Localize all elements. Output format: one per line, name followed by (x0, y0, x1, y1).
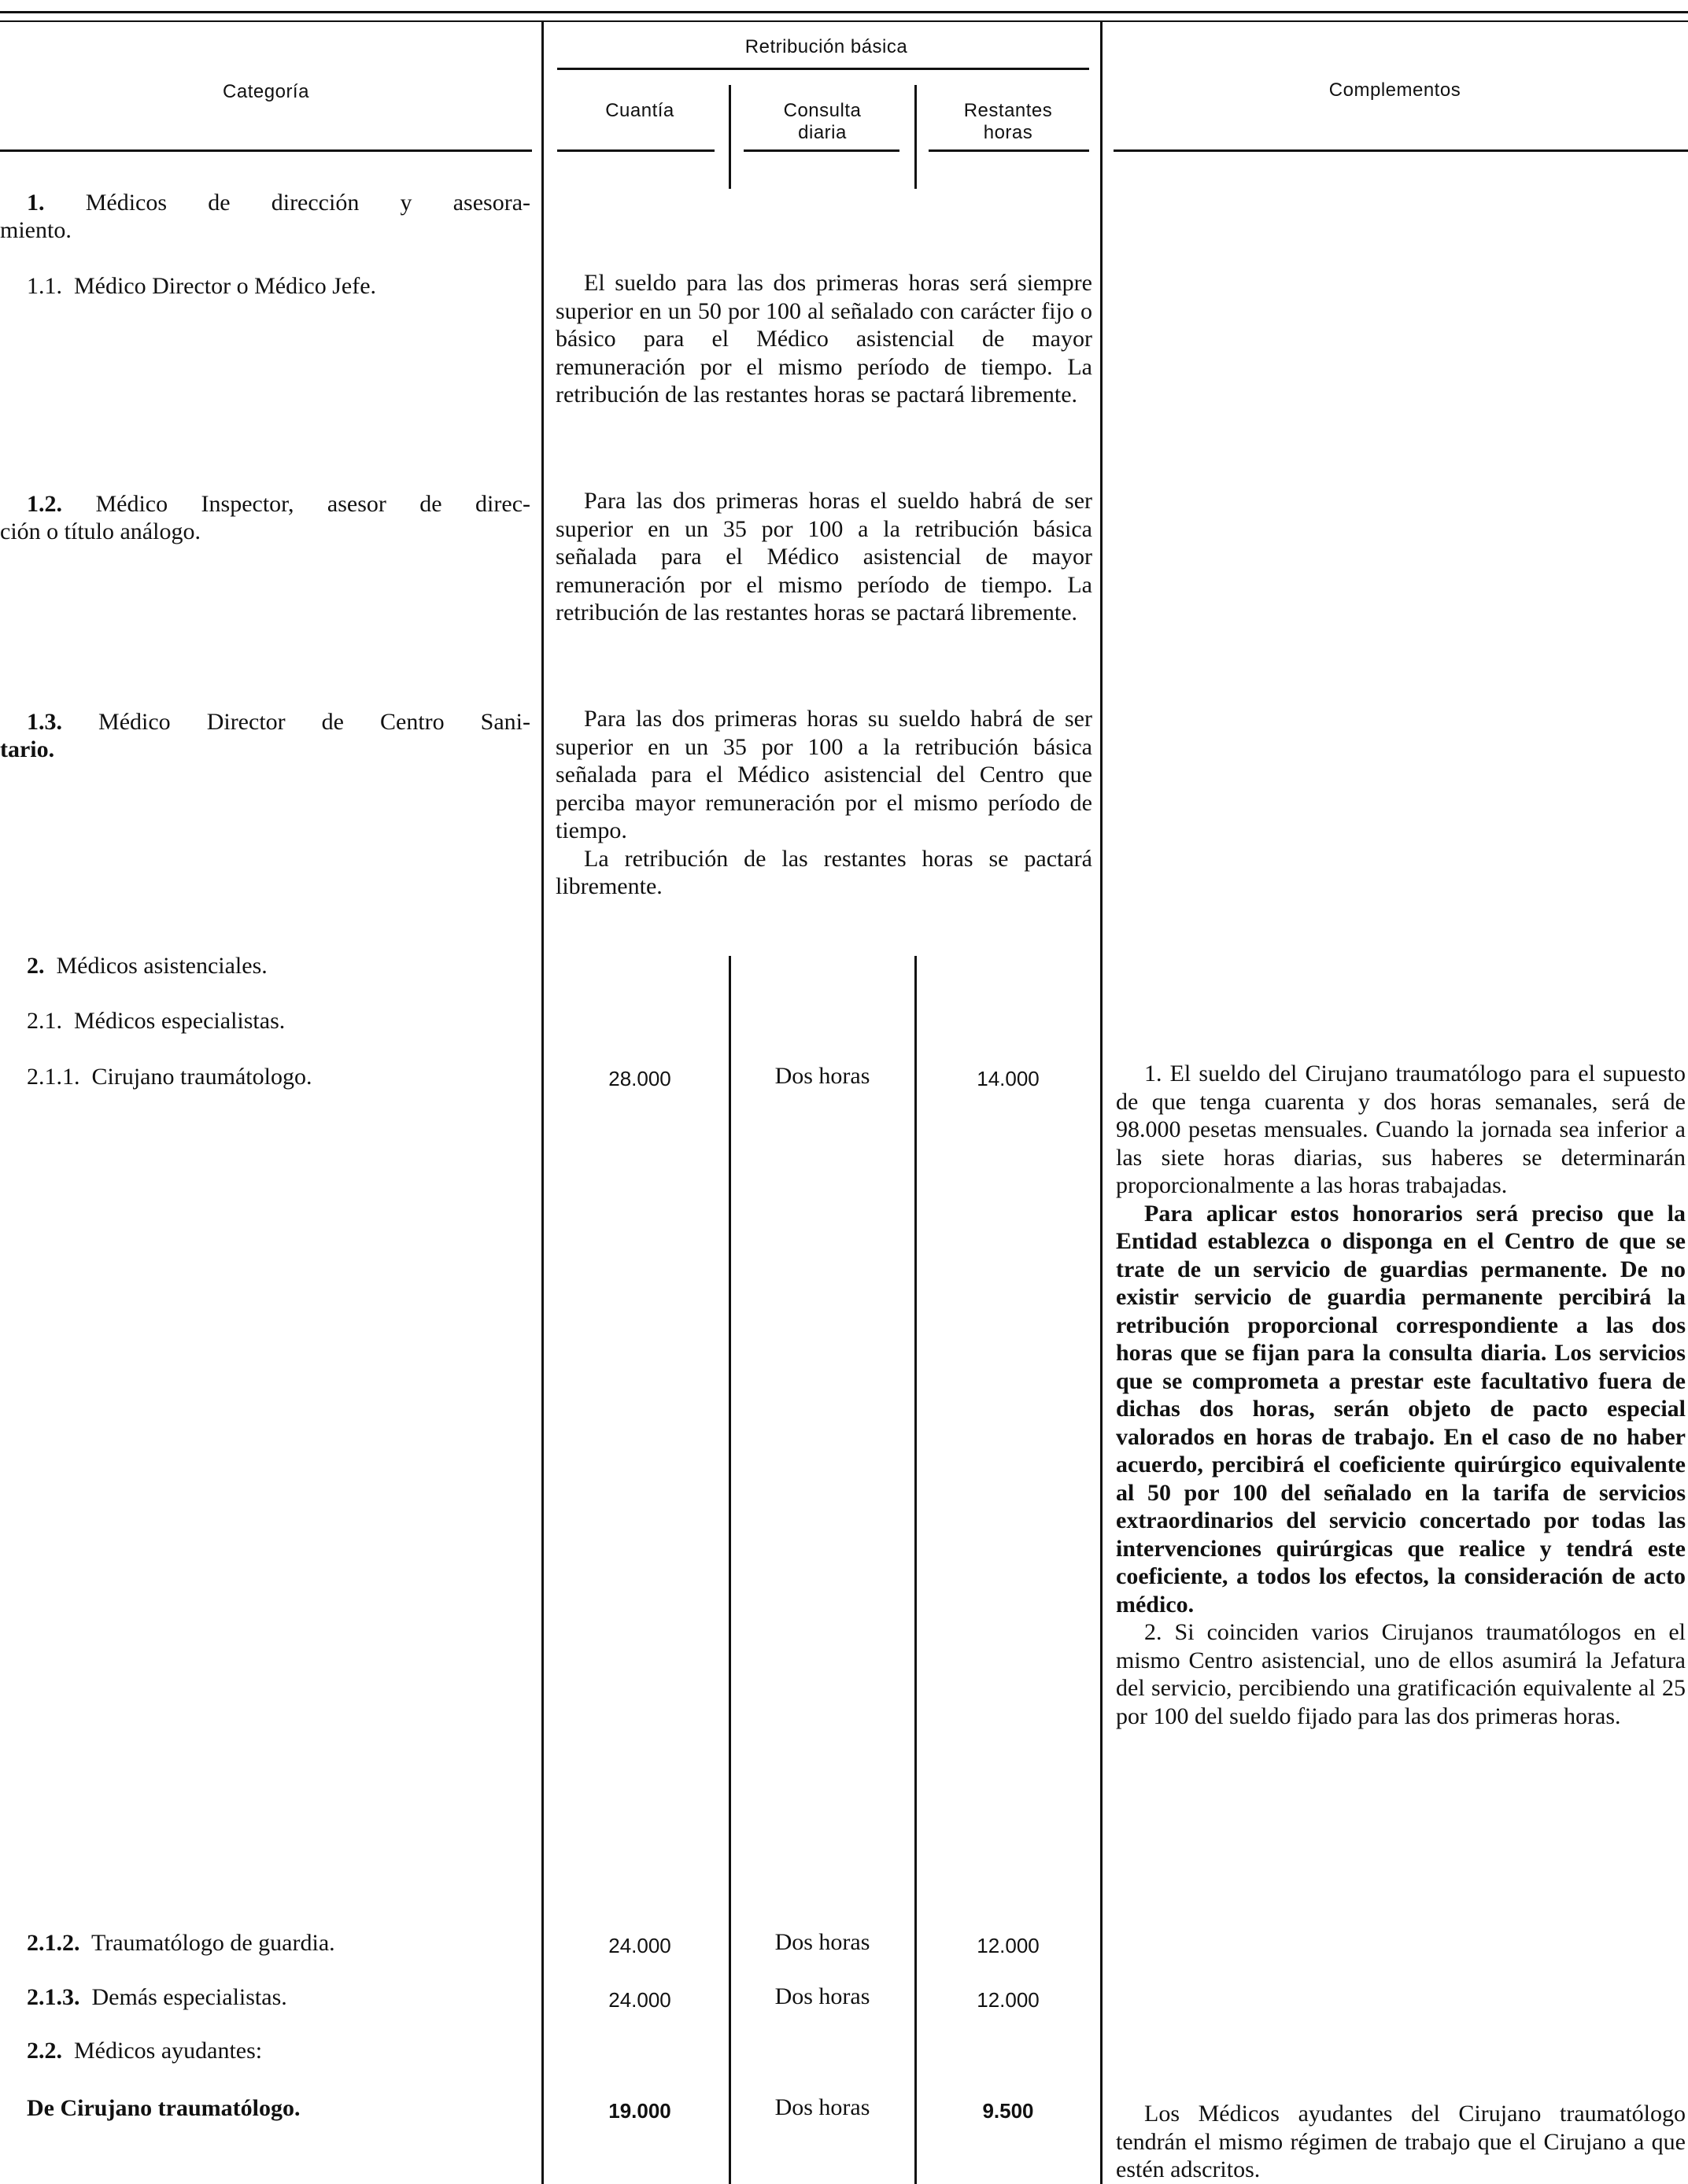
col-separator-right (1100, 22, 1103, 2184)
category-2-text: Médicos asistenciales. (56, 953, 268, 979)
header-complementos: Complementos (1328, 79, 1461, 101)
retribucion-1-3-p1: Para las dos primeras horas su sueldo habrá de ser superior en un 35 por 100 a la retribución básica señalada para el Médico asistencial del Centro que perciba mayor remuneración por el mismo período de tiempo. (556, 706, 1092, 843)
category-2 (27, 952, 268, 979)
category-2-2 (27, 2037, 262, 2064)
category-2-2-num: 2.2. (27, 2038, 62, 2064)
cuantia-2-1-1: 28.000 (608, 1067, 671, 1090)
category-2-1-3-text: Demás especialistas. (91, 1984, 287, 2010)
header-rule-retribucion (557, 68, 1089, 70)
category-ayudante-cirujano: De Cirujano traumatólogo. (27, 2095, 301, 2121)
category-1-num: 1. (27, 190, 45, 216)
header-restantes-horas-1: Restantes (963, 100, 1053, 121)
category-2-1-1-num: 2.1.1. (27, 1064, 80, 1090)
retribucion-1-1: El sueldo para las dos primeras horas será siempre superior en un 50 por 100 al señalado con carácter fijo o básico para el Médico asistencial de mayor remuneración por el mismo período de tiempo. La retribución de las restantes horas se pactará libremente. (556, 270, 1092, 408)
category-1-3-text: Médico Director de Centro Sani- (98, 709, 530, 735)
consulta-ayudante: Dos horas (774, 2094, 870, 2120)
restantes-ayudante: 9.500 (982, 2099, 1034, 2123)
category-1-text: Médicos de dirección y asesora- (85, 190, 531, 216)
header-consulta-diaria-1: Consulta (783, 100, 862, 121)
complementos-2-1-1-p1: 1. El sueldo del Cirujano traumatólogo para el supuesto de que tenga cuarenta y dos horas semanales, será de 98.000 pesetas mensuales. Cuando la jornada sea inferior a las siete horas diarias, sus haberes se determinarán proporcionalmente a las horas trabajadas. (1116, 1061, 1686, 1198)
cuantia-ayudante: 19.000 (608, 2099, 671, 2123)
category-1-1 (27, 272, 376, 300)
retribucion-1-2: Para las dos primeras horas el sueldo habrá de ser superior en un 35 por 100 a la retribución básica señalada para el Médico asistencial de mayor remuneración por el mismo período de tiempo. La retribución de las restantes horas se pactará libremente. (556, 488, 1092, 625)
category-2-1-1 (27, 1063, 312, 1090)
header-rule-categoria (0, 149, 532, 152)
category-1-2-text: Médico Inspector, asesor de direc- (95, 491, 531, 517)
category-2-1-3 (27, 1983, 287, 2011)
complementos-2-1-1-p3: 2. Si coinciden varios Cirujanos traumatólogos en el mismo Centro asistencial, uno de ellos asumirá la Jefatura del servicio, percibiendo una gratificación equivalente al 25 por 100 del sueldo fijado para las dos primeras horas. (1116, 1619, 1686, 1729)
header-retribucion-basica: Retribución básica (744, 36, 908, 57)
category-1-2-num: 1.2. (27, 491, 62, 517)
restantes-2-1-1: 14.000 (977, 1067, 1040, 1090)
category-2-2-text: Médicos ayudantes: (74, 2038, 263, 2064)
complementos-2-1-1 (1116, 1060, 1686, 1730)
category-1-1-num: 1.1. (27, 273, 62, 299)
retribucion-1-3-p2: La retribución de las restantes horas se pactará libremente. (556, 845, 1092, 899)
category-2-1-text: Médicos especialistas. (74, 1008, 286, 1034)
category-1-3-cont: tario. (0, 736, 55, 762)
category-1-cont: miento. (0, 217, 72, 243)
header-restantes-horas-2: horas (983, 122, 1033, 143)
header-rule-complementos (1114, 149, 1688, 152)
top-rule-2 (0, 20, 1688, 22)
category-2-1-2 (27, 1929, 335, 1957)
restantes-2-1-2: 12.000 (977, 1934, 1040, 1957)
cuantia-2-1-3: 24.000 (608, 1988, 671, 2012)
category-2-1-num: 2.1. (27, 1008, 62, 1034)
cuantia-2-1-2: 24.000 (608, 1934, 671, 1957)
category-1-2-cont: ción o título análogo. (0, 518, 201, 544)
category-2-1-3-num: 2.1.3. (27, 1984, 80, 2010)
category-1-1-text: Médico Director o Médico Jefe. (74, 273, 377, 299)
consulta-2-1-3: Dos horas (774, 1983, 870, 2009)
top-rule-1 (0, 11, 1688, 13)
category-2-1 (27, 1007, 285, 1035)
complementos-ayudante: Los Médicos ayudantes del Cirujano traumatólogo tendrán el mismo régimen de trabajo que el Cirujano a que estén adscritos. (1116, 2101, 1686, 2182)
header-rule-restantes (929, 149, 1089, 152)
category-1-3-num: 1.3. (27, 709, 62, 735)
category-1 (27, 189, 530, 216)
header-rule-cuantia (557, 149, 715, 152)
category-2-num: 2. (27, 953, 45, 979)
header-cuantia: Cuantía (605, 100, 674, 121)
header-consulta-diaria-2: diaria (798, 122, 847, 143)
category-2-1-2-text: Traumatólogo de guardia. (90, 1930, 335, 1956)
col-separator-left (541, 22, 544, 2184)
header-rule-consulta (744, 149, 899, 152)
restantes-2-1-3: 12.000 (977, 1988, 1040, 2012)
complementos-2-1-1-p2: Para aplicar estos honorarios será preciso que la Entidad establezca o disponga en el Centro de que se trate de un servicio de guardias permanente. De no existir servicio de guardia permanente percibirá la retribución proporcional correspondiente a las dos horas que se fijan para la consulta diaria. Los servicios que se comprometa a prestar este facultativo fuera de dichas dos horas, serán objeto de pacto especial valorados en horas de trabajo. En el caso de no haber acuerdo, percibirá el coeficiente quirúrgico equivalente al 50 por 100 del señalado en la tarifa de servicios extraordinarios del servicio concertado por todas las intervenciones quirúrgicas que realice y tendrá este coeficiente, a todos los efectos, la consideración de acto médico. (1116, 1200, 1686, 1618)
header-categoria: Categoría (223, 81, 309, 102)
category-2-1-2-num: 2.1.2. (27, 1930, 80, 1956)
consulta-2-1-2: Dos horas (774, 1929, 870, 1955)
category-2-1-1-text: Cirujano traumátologo. (91, 1064, 312, 1090)
retribucion-1-3 (556, 705, 1092, 901)
category-1-3 (27, 708, 530, 736)
category-1-2 (27, 490, 530, 518)
consulta-2-1-1: Dos horas (774, 1063, 870, 1089)
